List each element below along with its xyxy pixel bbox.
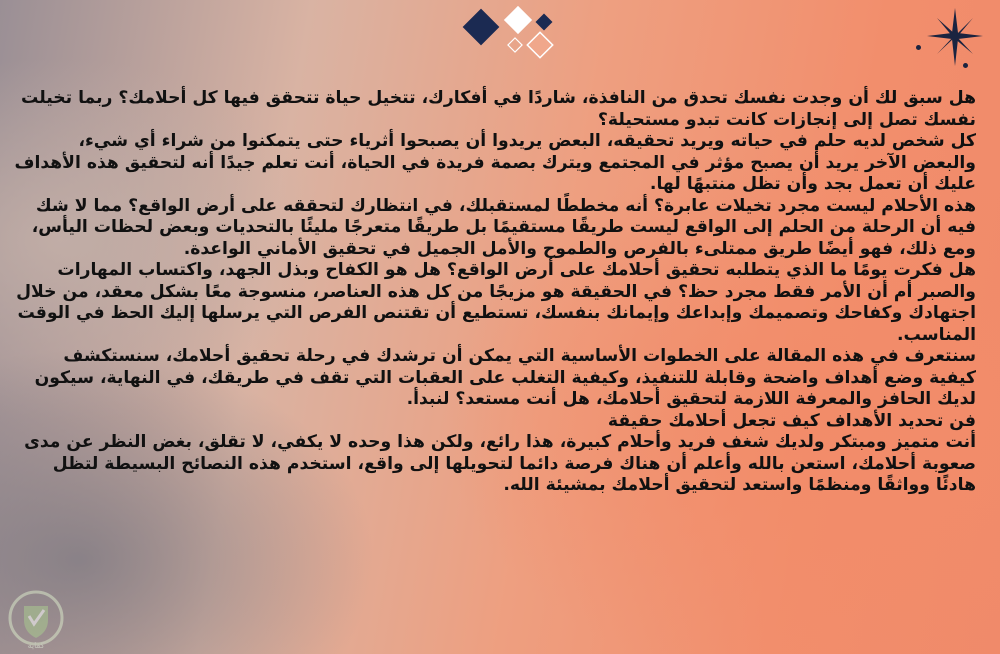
section-heading: فن تحديد الأهداف كيف تجعل أحلامك حقيقة xyxy=(607,410,976,431)
decor-dot xyxy=(963,63,968,68)
sparkle-star-icon xyxy=(925,6,985,68)
article-paragraph: أنت متميز ومبتكر ولديك شغف فريد وأحلام كبيرة، هذا رائع، ولكن هذا وحده لا يكفي، لا تقلق، بغض النظر عن مدى صعوبة أحلامك، استعن بالله وأعلم أن هناك فرصة دائما لتحويلها إلى واقع، استخدم هذه النصائح البسيطة لتظل هادئًا وواثقًا ومنظمًا واستعد لتحقيق أحلامك بمشيئة الله. xyxy=(24,432,976,495)
article-body xyxy=(14,88,976,497)
article-paragraph: هل فكرت يومًا ما الذي يتطلبه تحقيق أحلامك على أرض الواقع؟ هل هو الكفاح وبذل الجهد، واكتساب المهارات والصبر أم أن الأمر فقط مجرد حظ؟ في الحقيقة هو مزيجًا من كل هذه العناصر، منسوجة معًا بشكل معقد، من خلال اجتهادك وكفاحك وتصميمك وإبداعك وإيمانك بنفسك، تستطيع أن تقتنص الفرص التي يرسلها إليك الحظ في الوقت المناسب. xyxy=(16,260,976,345)
article-paragraph: سنتعرف في هذه المقالة على الخطوات الأساسية التي يمكن أن ترشدك في رحلة تحقيق أحلامك، سنستكشف كيفية وضع أهداف واضحة وقابلة للتنفيذ، وكيفية التغلب على العقبات التي تقف في طريقك، في النهاية، سيكون لديك الحافز والمعرفة اللازمة لتحقيق أحلامك، هل أنت مستعد؟ لنبدأ. xyxy=(34,346,976,409)
decor-dot xyxy=(916,45,921,50)
logo-text: كفايه xyxy=(27,641,45,650)
article-paragraph: هذه الأحلام ليست مجرد تخيلات عابرة؟ أنه مخططًا لمستقبلك، في انتظارك لتحققه على أرض الواقع؟ مما لا شك فيه أن الرحلة من الحلم إلى الواقع ليست طريقًا مستقيمًا بل طريقًا متعرجًا مليئًا بالتحديات وبعض لحظات اليأس، ومع ذلك، فهو أيضًا طريق ممتلىء بالفرص والطموح والأمل الجميل في تحقيق الأماني الواعدة. xyxy=(31,195,976,259)
site-logo xyxy=(4,590,68,650)
diamond-cluster-icon xyxy=(458,6,566,66)
article-paragraph: هل سبق لك أن وجدت نفسك تحدق من النافذة، شاردًا في أفكارك، تتخيل حياة تتحقق فيها كل أحلامك؟ ربما تخيلت نفسك تصل إلى إنجازات كانت تبدو مستحيلة؟ xyxy=(21,88,976,130)
article-paragraph: كل شخص لديه حلم في حياته ويريد تحقيقه، البعض يريدوا أن يصبحوا أثرياء حتى يتمكنوا من شراء أي شيء، والبعض الآخر يريد أن يصبح مؤثر في المجتمع ويترك بصمة فريدة في الحياة، أنت تعلم جيدًا أنه لتحقيق هذه الأهداف عليك أن تعمل بجد وأن تظل منتبهًا لها. xyxy=(14,131,976,194)
